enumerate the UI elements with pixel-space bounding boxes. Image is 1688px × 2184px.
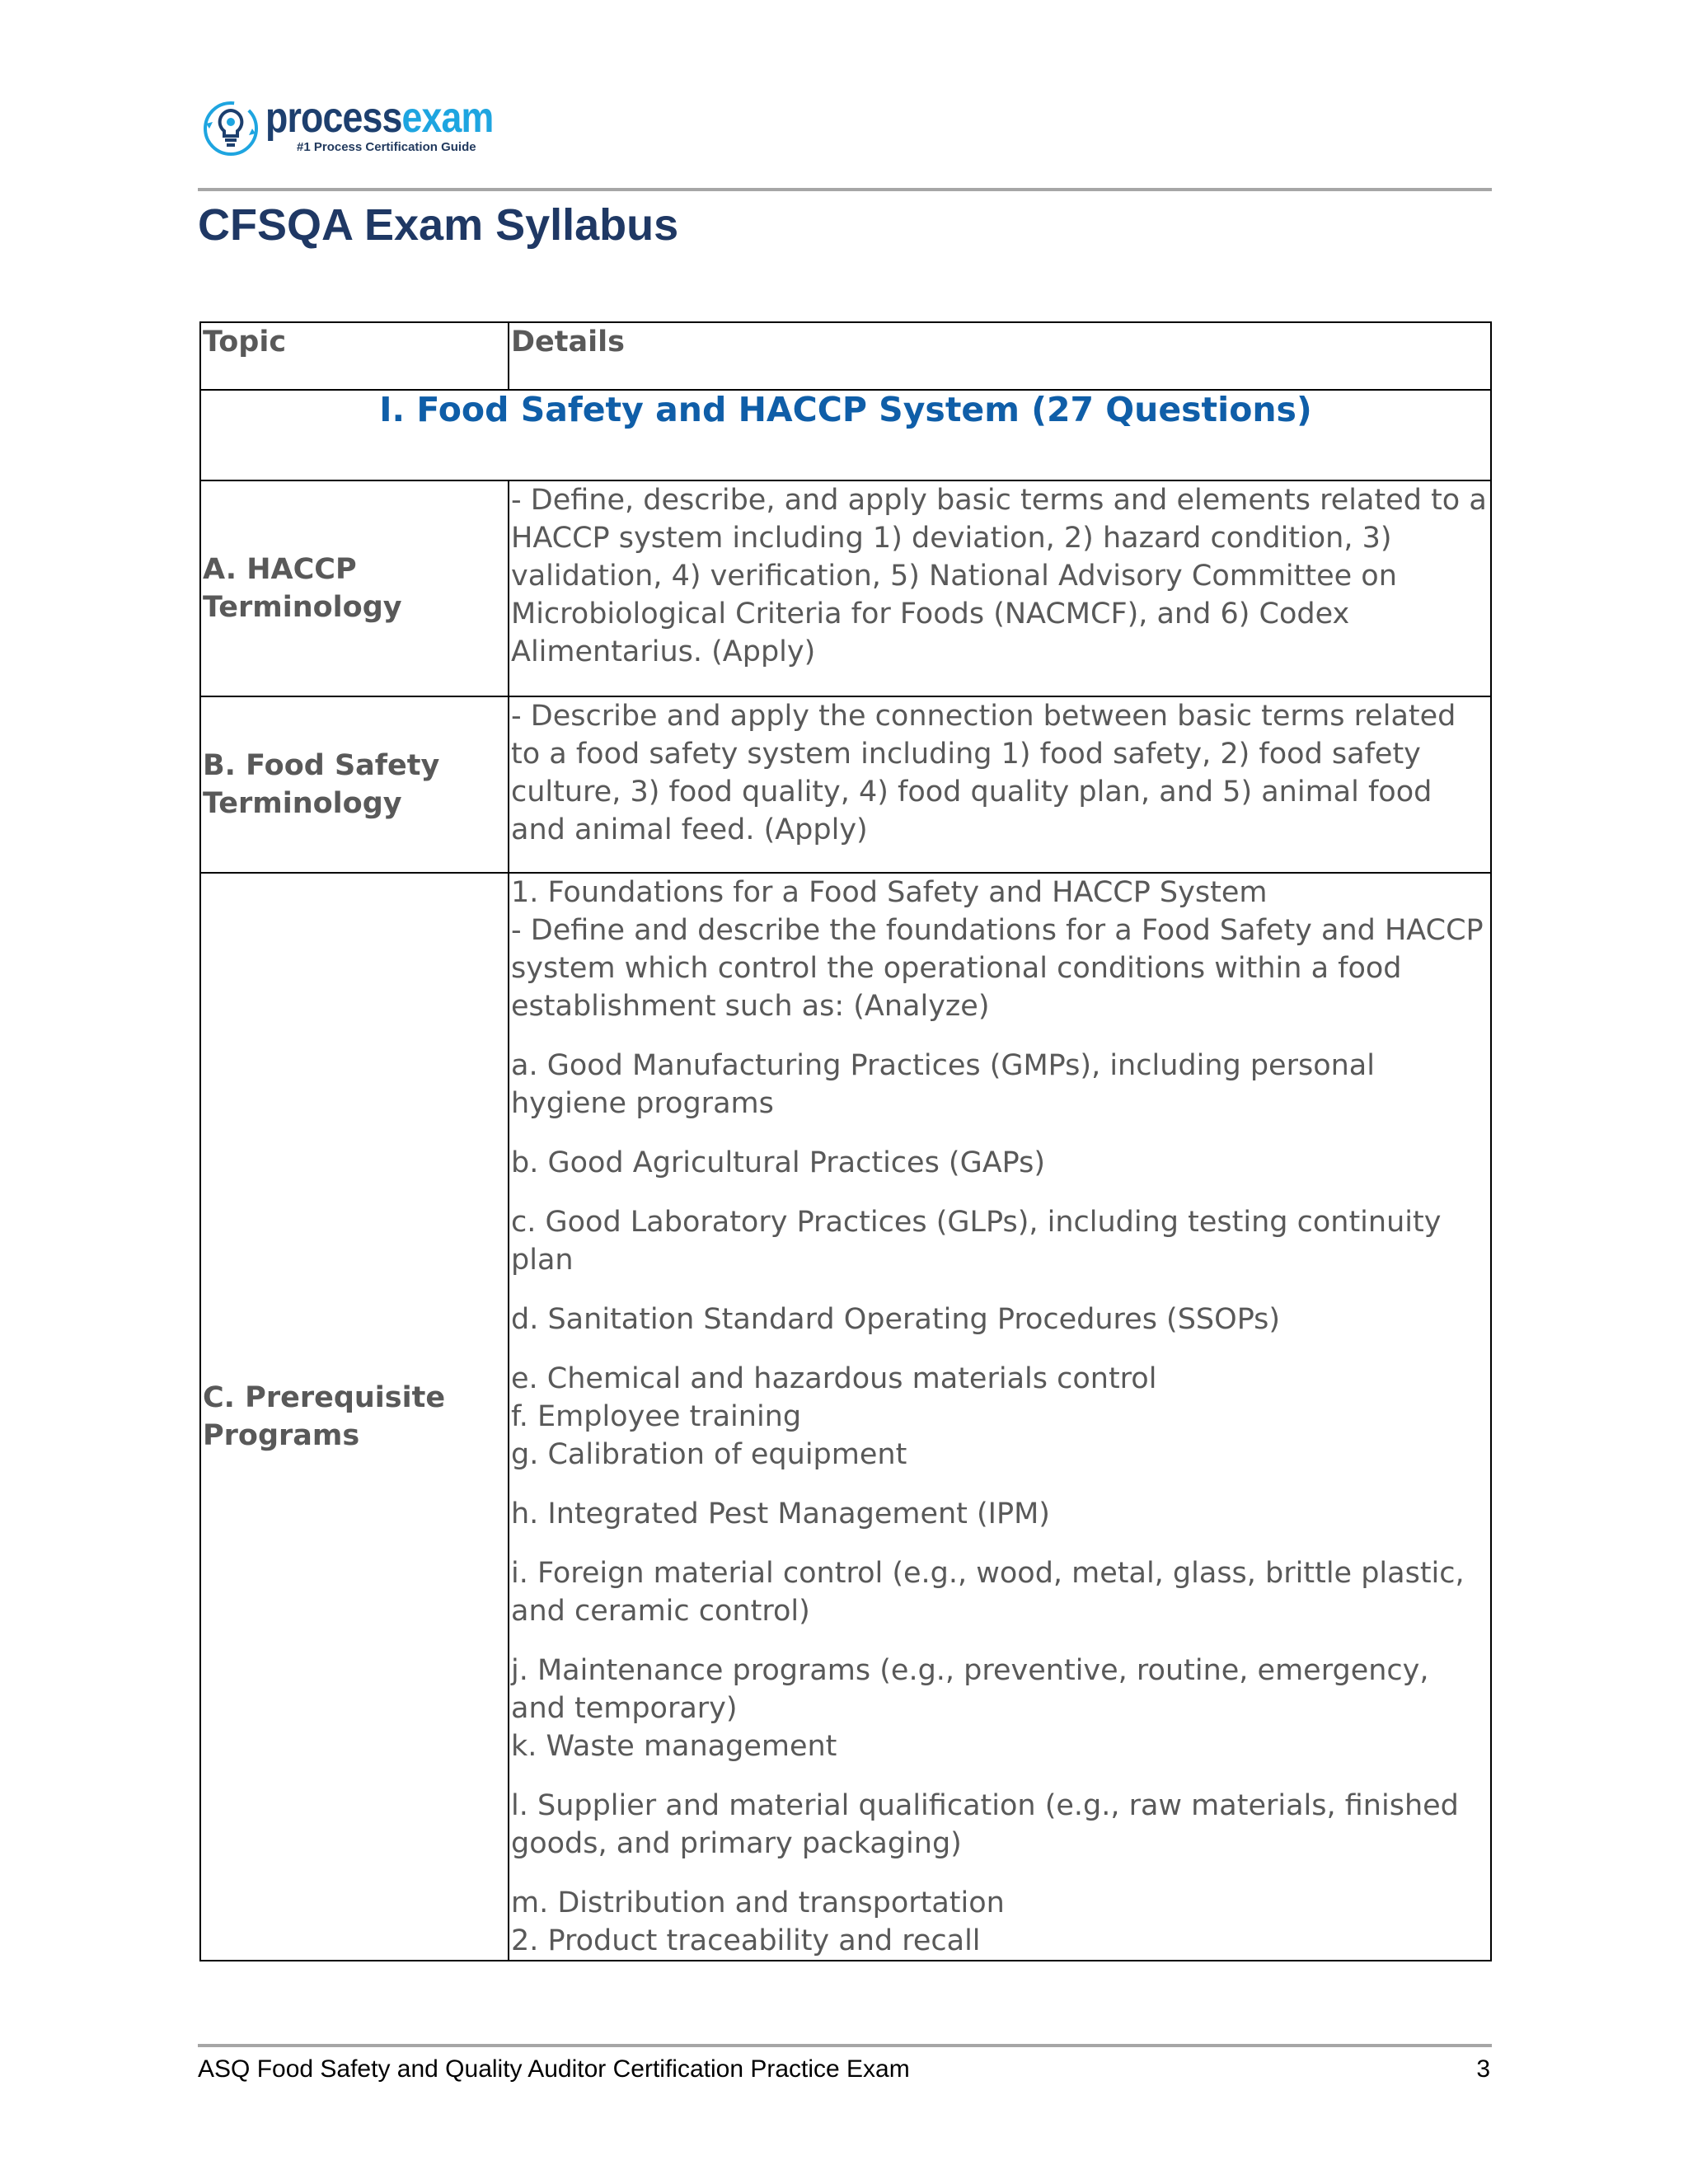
detail-text: h. Integrated Pest Management (IPM): [511, 1497, 1050, 1530]
detail-text: j. Maintenance programs (e.g., preventive, routine, emergency, and temporary): [511, 1654, 1429, 1725]
header-details: Details: [509, 322, 1491, 390]
details-cell: [509, 696, 1491, 873]
topic-cell: B. Food Safety Terminology: [200, 696, 509, 873]
table-row: [200, 696, 1491, 873]
detail-text: k. Waste management: [511, 1730, 837, 1763]
table-header-row: [200, 322, 1491, 390]
details-cell: [509, 480, 1491, 696]
detail-text: f. Employee training: [511, 1400, 802, 1433]
brand-tagline: #1 Process Certification Guide: [297, 140, 476, 154]
syllabus-table: [199, 321, 1492, 1961]
brand-name: processexam: [265, 94, 494, 142]
table-row: [200, 480, 1491, 696]
detail-text: e. Chemical and hazardous materials control: [511, 1362, 1157, 1395]
detail-text: b. Good Agricultural Practices (GAPs): [511, 1146, 1046, 1179]
detail-text: g. Calibration of equipment: [511, 1438, 907, 1471]
details-cell: [509, 873, 1491, 1961]
header-divider: [198, 188, 1492, 191]
topic-cell: C. Prerequisite Programs: [200, 873, 509, 1961]
detail-text: 1. Foundations for a Food Safety and HACCP System: [511, 876, 1268, 909]
footer-text: ASQ Food Safety and Quality Auditor Certification Practice Exam: [198, 2055, 910, 2083]
detail-text: 2. Product traceability and recall: [511, 1924, 981, 1957]
detail-text: - Define and describe the foundations for a Food Safety and HACCP system which control the operational conditions within a food establishment such as: (Analyze): [511, 914, 1484, 1023]
page-title: CFSQA Exam Syllabus: [198, 200, 679, 250]
header-topic: Topic: [200, 322, 509, 390]
detail-text: i. Foreign material control (e.g., wood, metal, glass, brittle plastic, and ceramic control): [511, 1557, 1465, 1628]
topic-cell: A. HACCP Terminology: [200, 480, 509, 696]
detail-text: d. Sanitation Standard Operating Procedures (SSOPs): [511, 1303, 1281, 1336]
section-row: [200, 390, 1491, 480]
table-row: [200, 873, 1491, 1961]
detail-text: m. Distribution and transportation: [511, 1886, 1005, 1919]
detail-text: l. Supplier and material qualification (e.g., raw materials, finished goods, and primary packaging): [511, 1789, 1459, 1860]
lightbulb-gear-icon: [201, 99, 260, 158]
detail-text: - Define, describe, and apply basic terms and elements related to a HACCP system including 1) deviation, 2) hazard condition, 3) validation, 4) verification, 5) National Advisory Committee on Microbiological Criteria for Foods (NACMCF), and 6) Codex Alimentarius. (Apply): [511, 484, 1487, 668]
detail-text: a. Good Manufacturing Practices (GMPs), including personal hygiene programs: [511, 1049, 1375, 1120]
page-number: 3: [1476, 2055, 1490, 2083]
detail-text: - Describe and apply the connection between basic terms related to a food safety system including 1) food safety, 2) food safety culture, 3) food quality, 4) food quality plan, and 5) animal food and animal feed. (Apply): [511, 700, 1456, 846]
detail-text: c. Good Laboratory Practices (GLPs), including testing continuity plan: [511, 1206, 1442, 1277]
brand-logo: [201, 96, 530, 162]
footer-divider: [198, 2044, 1492, 2047]
section-title: I. Food Safety and HACCP System (27 Questions): [200, 390, 1491, 480]
